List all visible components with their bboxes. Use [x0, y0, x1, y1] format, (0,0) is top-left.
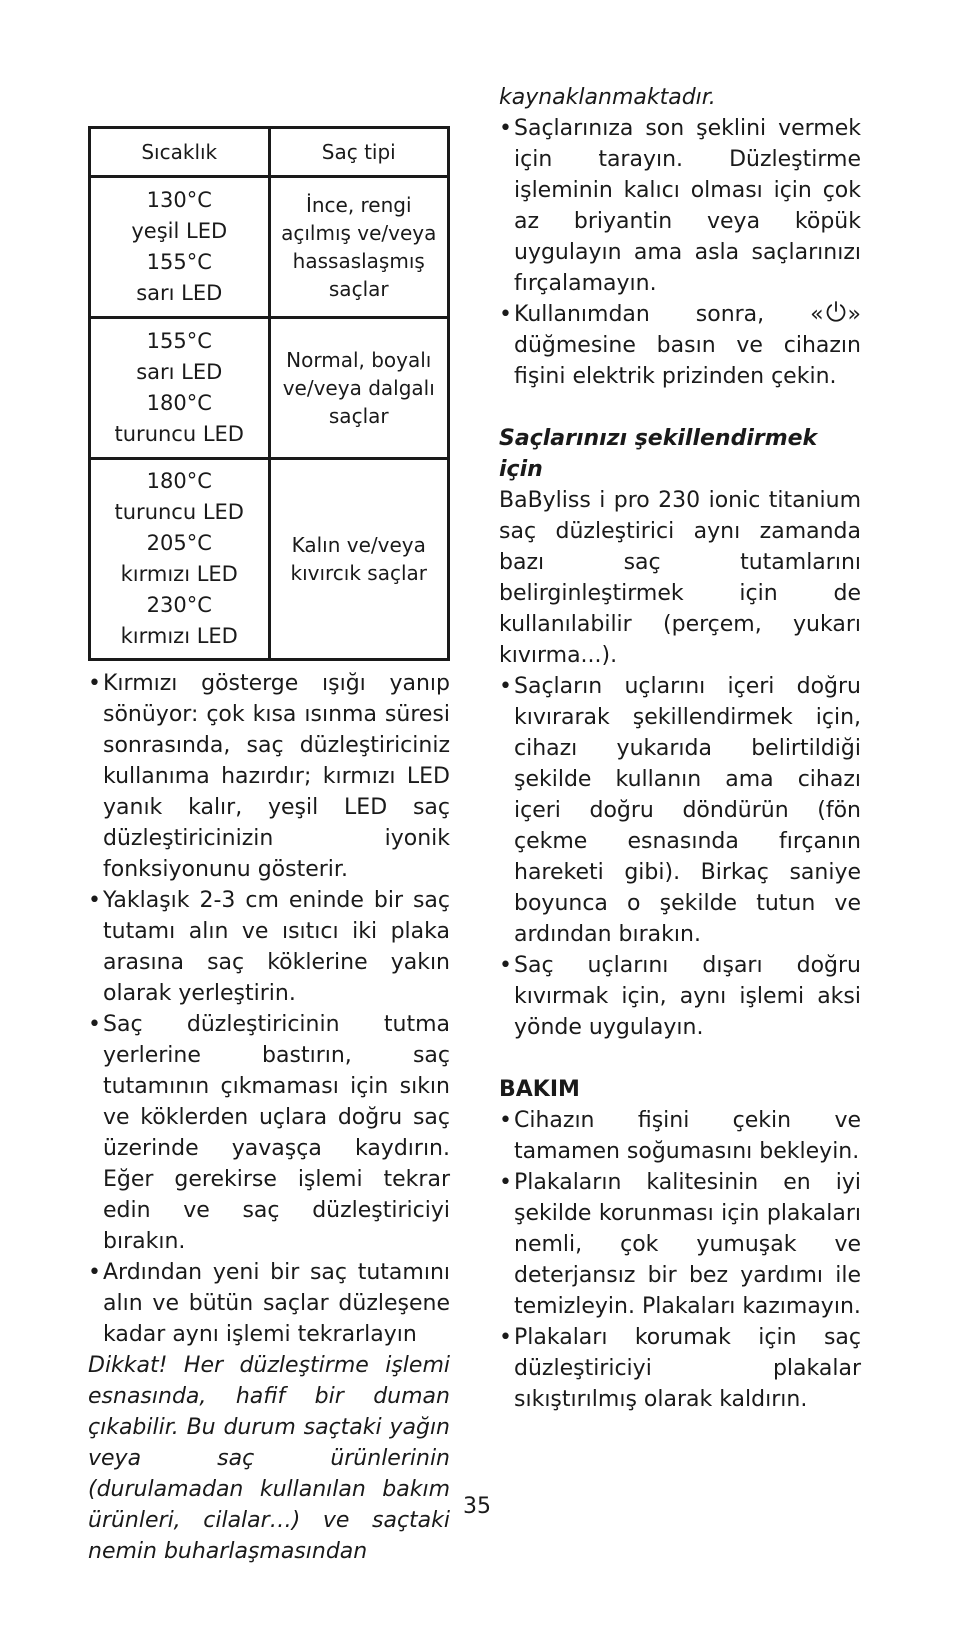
- right-text-block: [499, 82, 861, 1415]
- cell-line: saçlar: [328, 277, 389, 301]
- cell-line: 130°C: [146, 188, 212, 212]
- maintenance-title: BAKIM: [499, 1077, 580, 1102]
- temperature-cell: [90, 459, 270, 660]
- section-intro: BaByliss i pro 230 ionic titanium saç düzleştirici aynı zamanda bazı saç tutamlarını belirginleştirmek için de kullanılabilir (perçem, yukarı kıvırma...).: [499, 488, 861, 668]
- power-text-before: Kullanımdan sonra, «: [514, 302, 824, 327]
- cell-line: turuncu LED: [114, 422, 244, 446]
- cell-line: 180°C: [146, 469, 212, 493]
- cell-line: kıvırcık saçlar: [290, 561, 427, 585]
- warning-note: Dikkat! Her düzleştirme işlemi esnasında, hafif bir duman çıkabilir. Bu durum saçtaki yağın veya saç ürünlerinin (durulamadan kullanılan bakım ürünleri, cilalar…) ve saçtaki nemin buharlaşmasından: [88, 1353, 450, 1564]
- cell-line: İnce, rengi: [305, 193, 412, 217]
- cell-line: ve/veya dalgalı: [282, 376, 435, 400]
- cell-line: saçlar: [328, 404, 389, 428]
- cell-line: Normal, boyalı: [286, 348, 432, 372]
- table-header-temperature: Sıcaklık: [90, 128, 270, 177]
- power-text-after: » düğmesine basın ve cihazın fişini elektrik prizinden çekin.: [514, 302, 861, 389]
- cell-line: hassaslaşmış: [292, 249, 425, 273]
- list-item: • Plakaların kalitesinin en iyi şekilde korunması için plakaları nemli, çok yumuşak ve deterjansız bir bez yardımı ile temizleyin. Plakaları kazımayın.: [499, 1167, 861, 1322]
- section-title: Saçlarınızı şekillendirmek için: [499, 426, 818, 482]
- list-item: • Saçların uçlarını içeri doğru kıvırarak şekillendirmek için, cihazı yukarıda belirtildiği şekilde kullanın ama cihazı içeri doğru döndürün (fön çekme esnasında fırçanın hareketi gibi). Birkaç saniye boyunca o şekilde tutun ve ardından bırakın.: [499, 671, 861, 950]
- power-icon: [824, 300, 848, 324]
- warning-note-continued: kaynaklanmaktadır.: [499, 85, 716, 110]
- temperature-table: [88, 126, 450, 661]
- list-item: • Saçlarınıza son şeklini vermek için tarayın. Düzleştirme işleminin kalıcı olması için çok az briyantin veya köpük uygulayın ama asla saçlarınızı fırçalamayın.: [499, 113, 861, 299]
- table-row: [90, 459, 449, 660]
- list-item: • Kırmızı gösterge ışığı yanıp sönüyor: çok kısa ısınma süresi sonrasında, saç düzleştiriciniz kullanıma hazırdır; kırmızı LED yanık kalır, yeşil LED saç düzleştiricinizin iyonik fonksiyonunu gösterir.: [88, 668, 450, 885]
- left-text-block: [88, 668, 450, 1567]
- table-row: [90, 177, 449, 318]
- temperature-cell: [90, 318, 270, 459]
- cell-line: Kalın ve/veya: [291, 533, 426, 557]
- list-item: • Plakaları korumak için saç düzleştiriciyi plakalar sıkıştırılmış olarak kaldırın.: [499, 1322, 861, 1415]
- cell-line: kırmızı LED: [120, 624, 238, 648]
- hair-type-cell: [269, 459, 449, 660]
- list-item: • Saç uçlarını dışarı doğru kıvırmak için, aynı işlemi aksi yönde uygulayın.: [499, 950, 861, 1043]
- list-item: • Cihazın fişini çekin ve tamamen soğumasını bekleyin.: [499, 1105, 861, 1167]
- cell-line: kırmızı LED: [120, 562, 238, 586]
- hair-type-cell: [269, 318, 449, 459]
- cell-line: açılmış ve/veya: [281, 221, 437, 245]
- table-header-row: [90, 128, 449, 177]
- cell-line: 155°C: [146, 250, 212, 274]
- temperature-cell: [90, 177, 270, 318]
- hair-type-cell: [269, 177, 449, 318]
- cell-line: turuncu LED: [114, 500, 244, 524]
- cell-line: 180°C: [146, 391, 212, 415]
- list-item-power: [499, 299, 861, 392]
- cell-line: 205°C: [146, 531, 212, 555]
- page-number: 35: [463, 1494, 491, 1519]
- cell-line: 155°C: [146, 329, 212, 353]
- list-item: • Saç düzleştiricinin tutma yerlerine bastırın, saç tutamının çıkmaması için sıkın ve köklerden uçlara doğru saç üzerinde yavaşça kaydırın. Eğer gerekirse işlemi tekrar edin ve saç düzleştiriciyi bırakın.: [88, 1009, 450, 1257]
- list-item: • Yaklaşık 2-3 cm eninde bir saç tutamı alın ve ısıtıcı iki plaka arasına saç köklerine yakın olarak yerleştirin.: [88, 885, 450, 1009]
- cell-line: yeşil LED: [131, 219, 228, 243]
- table-row: [90, 318, 449, 459]
- cell-line: 230°C: [146, 593, 212, 617]
- cell-line: sarı LED: [136, 360, 223, 384]
- table-header-hair-type: Saç tipi: [269, 128, 449, 177]
- list-item: • Ardından yeni bir saç tutamını alın ve bütün saçlar düzleşene kadar aynı işlemi tekrarlayın: [88, 1257, 450, 1350]
- cell-line: sarı LED: [136, 281, 223, 305]
